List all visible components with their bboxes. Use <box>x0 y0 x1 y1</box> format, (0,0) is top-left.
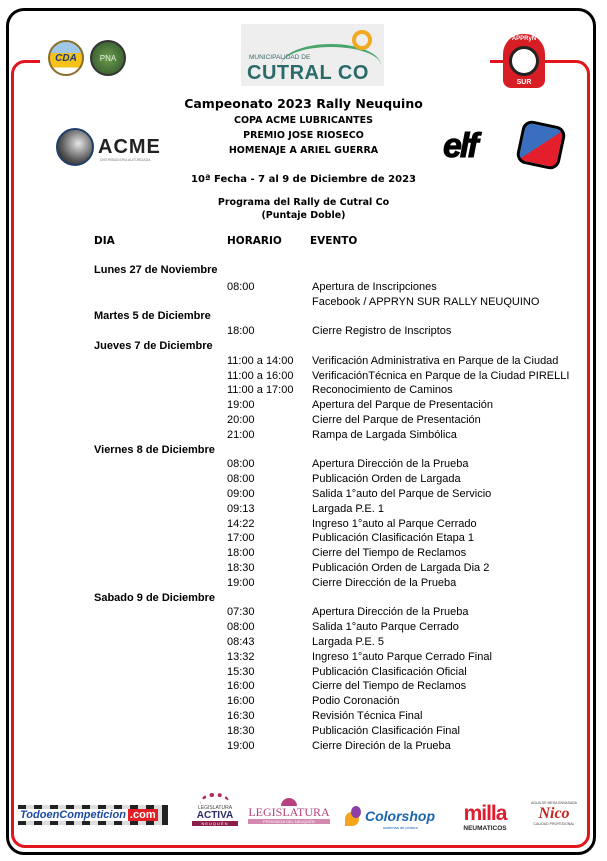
event-time: 16:00 <box>227 680 255 693</box>
event-time: 08:00 <box>227 280 255 293</box>
event-time: 07:30 <box>227 606 255 619</box>
appryn-sur-logo: APPRyN SUR <box>503 34 545 88</box>
event-description: Cierre Registro de Inscriptos <box>312 325 452 338</box>
event-time: 16:30 <box>227 710 255 722</box>
event-description: Apertura Dirección de la Prueba <box>312 458 469 471</box>
column-header-evento: EVENTO <box>310 235 358 247</box>
event-time: 15:30 <box>227 665 255 678</box>
event-time: 18:00 <box>227 547 255 560</box>
event-time: 13:32 <box>227 650 255 663</box>
event-description: Verificación Administrativa en Parque de la Ciudad <box>312 354 559 367</box>
page-title: Campeonato 2023 Rally Neuquino <box>184 96 423 111</box>
event-time: 11:00 a 17:00 <box>227 384 294 397</box>
elf-logo: elf <box>443 123 565 173</box>
colorshop-logo: Colorshop sistemas de pintura <box>345 806 430 834</box>
event-time: 09:00 <box>227 488 255 500</box>
event-description: Ingreso 1°auto al Parque Cerrado <box>312 517 477 530</box>
event-time: 08:00 <box>227 621 255 634</box>
event-time: 09:13 <box>227 502 255 515</box>
event-description: Cierre Dirección de la Prueba <box>312 576 457 589</box>
milla-logo: milla NEUMATICOS <box>463 802 507 832</box>
event-description: Facebook / APPRYN SUR RALLY NEUQUINO <box>312 295 540 308</box>
event-description: Publicación Clasificación Etapa 1 <box>312 532 475 545</box>
event-description: Salida 1°auto del Parque de Servicio <box>312 488 492 500</box>
event-description: Podio Coronación <box>312 695 400 708</box>
program-title: Programa del Rally de Cutral Co <box>217 197 390 208</box>
event-description: Cierre del Tiempo de Reclamos <box>312 680 467 693</box>
municipalidad-cutral-co-logo: MUNICIPALIDAD DE CUTRAL CO <box>241 24 384 86</box>
event-time: 21:00 <box>227 428 255 441</box>
event-description: Cierre Direción de la Prueba <box>312 739 451 752</box>
event-time: 19:00 <box>227 739 255 752</box>
event-description: Largada P.E. 1 <box>312 502 384 515</box>
event-description: Largada P.E. 5 <box>312 636 384 648</box>
event-description: Publicación Orden de Largada Dia 2 <box>312 562 490 574</box>
butterfly-icon <box>351 806 361 818</box>
event-time: 19:00 <box>227 576 255 589</box>
day-label: Viernes 8 de Diciembre <box>94 443 215 456</box>
event-time: 16:00 <box>227 695 255 708</box>
column-header-horario: HORARIO <box>227 235 282 247</box>
event-description: VerificaciónTécnica en Parque de la Ciudad PIRELLI <box>312 369 570 382</box>
day-label: Lunes 27 de Noviembre <box>94 264 218 276</box>
event-time: 08:00 <box>227 473 255 486</box>
event-time: 18:30 <box>227 724 255 737</box>
event-description: Cierre del Tiempo de Reclamos <box>312 547 467 560</box>
legislatura-provincia-logo: LEGISLATURA PROVINCIA DEL NEUQUÉN <box>248 798 330 830</box>
event-time: 17:00 <box>227 532 255 545</box>
event-description: Salida 1°auto Parque Cerrado <box>312 621 459 634</box>
day-label: Sabado 9 de Diciembre <box>94 591 216 604</box>
event-description: Apertura Dirección de la Prueba <box>312 606 469 619</box>
elf-badge-icon <box>515 119 567 171</box>
cda-logo: CDA <box>48 40 84 76</box>
event-time: 14:22 <box>227 517 255 530</box>
event-time: 18:30 <box>227 562 255 574</box>
event-time: 19:00 <box>227 399 255 412</box>
event-description: Apertura del Parque de Presentación <box>312 399 494 412</box>
day-label: Jueves 7 de Diciembre <box>94 340 213 352</box>
event-time: 08:43 <box>227 636 255 648</box>
event-description: Publicación Clasificación Final <box>312 724 460 737</box>
legislatura-activa-logo: LEGISLATURA ACTIVA NEUQUÉN <box>192 793 238 835</box>
event-description: Rampa de Largada Simbólica <box>312 428 457 441</box>
day-label: Martes 5 de Diciembre <box>94 310 211 323</box>
todoencompeticion-logo: TodoenCompeticion .com <box>18 805 168 825</box>
subtitle-copa: COPA ACME LUBRICANTES <box>234 115 373 126</box>
program-scoring: (Puntaje Doble) <box>261 210 346 221</box>
subtitle-homenaje: HOMENAJE A ARIEL GUERRA <box>228 145 379 156</box>
column-header-dia: DIA <box>94 235 115 247</box>
event-description: Apertura de Inscripciones <box>312 280 437 293</box>
event-date: 10ª Fecha - 7 al 9 de Diciembre de 2023 <box>190 174 416 185</box>
event-time: 18:00 <box>227 325 255 338</box>
event-time: 08:00 <box>227 458 255 471</box>
event-description: Publicación Orden de Largada <box>312 473 461 486</box>
steering-wheel-icon <box>509 46 539 76</box>
pna-logo: PNA <box>90 40 126 76</box>
event-description: Cierre del Parque de Presentación <box>312 414 481 426</box>
event-description: Revisión Técnica Final <box>312 710 423 722</box>
event-description: Publicación Clasificación Oficial <box>312 665 467 678</box>
subtitle-premio: PREMIO JOSE RIOSECO <box>243 130 364 141</box>
event-time: 20:00 <box>227 414 255 426</box>
event-time: 11:00 a 16:00 <box>227 369 294 382</box>
acme-emblem-icon <box>56 128 94 166</box>
nico-logo: AGUA DE MESA ENVASADA Nico CALIDAD PROFESIONAL <box>530 801 578 826</box>
event-description: Reconocimiento de Caminos <box>312 384 453 397</box>
sun-icon <box>352 30 372 50</box>
event-time: 11:00 a 14:00 <box>227 354 294 367</box>
event-description: Ingreso 1°auto Parque Cerrado Final <box>312 650 492 663</box>
crown-icon <box>200 793 230 805</box>
acme-logo: ACME DISTRIBUIDORA AUTORIZADA <box>56 128 181 168</box>
